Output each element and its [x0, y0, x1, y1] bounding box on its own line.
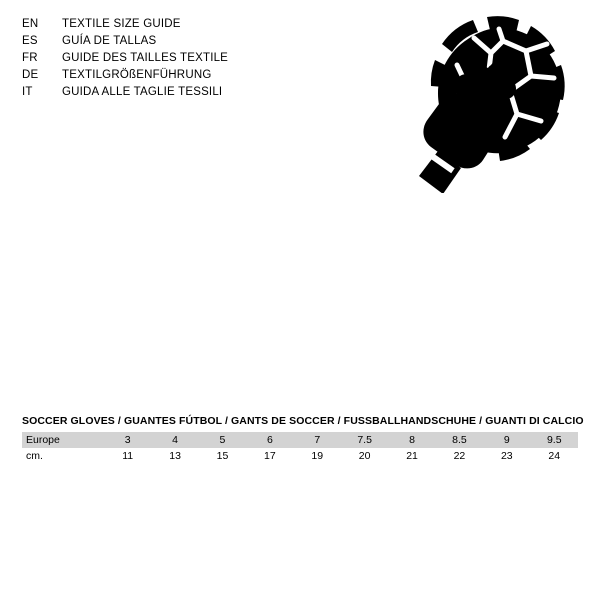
size-table-block — [22, 415, 584, 464]
legend-language-code: FR — [22, 52, 38, 64]
table-cell: 24 — [548, 450, 561, 462]
table-row — [22, 432, 578, 448]
table-cell: 20 — [358, 450, 371, 462]
legend-language-text: GUIDE DES TAILLES TEXTILE — [62, 52, 229, 64]
table-cell: 9.5 — [531, 432, 578, 448]
table-cell: 21 — [406, 450, 418, 462]
legend-language-text: TEXTILGRÖßENFÜHRUNG — [62, 69, 212, 81]
legend-language-text: GUIDA ALLE TAGLIE TESSILI — [62, 86, 223, 98]
legend-language-code: EN — [22, 18, 39, 30]
size-table — [22, 432, 578, 464]
table-cell: 19 — [311, 450, 324, 462]
table-cell: 23 — [500, 450, 513, 462]
table-cell: 22 — [453, 450, 466, 462]
legend-language-code: DE — [22, 69, 39, 81]
table-cell: 15 — [216, 450, 229, 462]
table-cell: 4 — [151, 432, 198, 448]
legend-language-text: GUÍA DE TALLAS — [62, 35, 157, 47]
table-cell: 3 — [104, 432, 151, 448]
table-cell: 11 — [122, 450, 134, 462]
legend-row — [22, 50, 228, 67]
table-cell: 7 — [294, 432, 341, 448]
table-cell: 13 — [169, 450, 181, 462]
legend-row — [22, 33, 228, 50]
row-label: Europe — [22, 432, 104, 448]
row-label: cm. — [26, 450, 43, 462]
legend-row — [22, 16, 228, 33]
table-cell: 17 — [264, 450, 276, 462]
table-cell: 8.5 — [436, 432, 483, 448]
table-cell: 9 — [483, 432, 530, 448]
goalkeeper-glove-and-ball-icon — [395, 8, 585, 193]
legend-row — [22, 67, 228, 84]
size-table-title: SOCCER GLOVES / GUANTES FÚTBOL / GANTS DE SOCCER / FUSSBALLHANDSCHUHE / GUANTI DI CALCIO — [22, 415, 584, 427]
table-cell: 6 — [246, 432, 293, 448]
legend-row — [22, 84, 228, 101]
legend-language-text: TEXTILE SIZE GUIDE — [62, 18, 181, 30]
table-cell: 8 — [388, 432, 435, 448]
legend-language-code: IT — [22, 86, 33, 98]
table-cell: 7.5 — [341, 432, 388, 448]
table-cell: 5 — [199, 432, 246, 448]
legend-language-code: ES — [22, 35, 38, 47]
language-legend — [22, 16, 228, 101]
table-row — [22, 448, 578, 464]
